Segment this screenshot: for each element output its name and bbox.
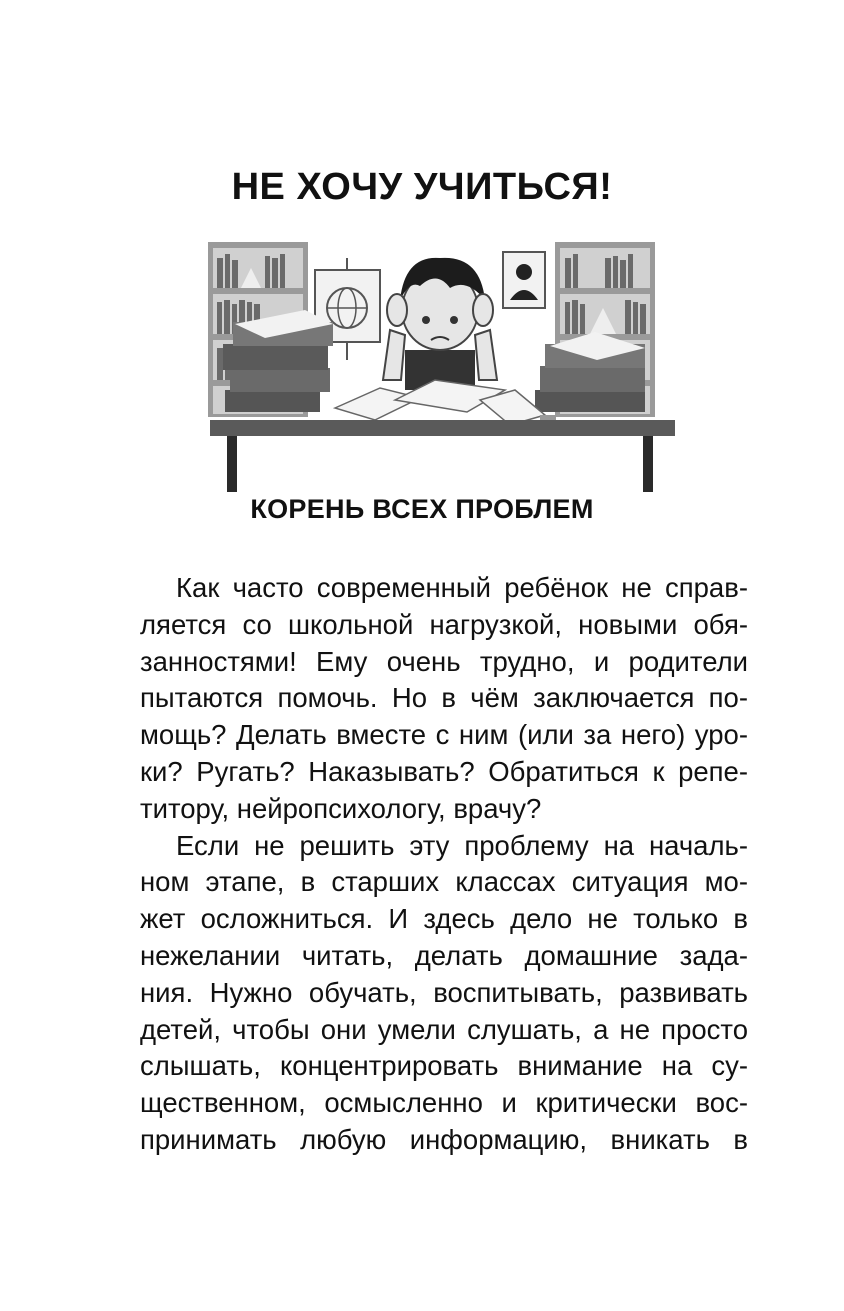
text-line: титору, нейропсихологу, врачу? [140, 792, 542, 824]
text-line: ния. Нужно обучать, воспитывать, развивать [140, 976, 748, 1008]
right-book-stack [535, 332, 645, 412]
paragraph-2 [140, 828, 748, 1159]
child-figure [383, 258, 497, 390]
page-title: НЕ ХОЧУ УЧИТЬСЯ! [231, 166, 613, 208]
text-line: детей, чтобы они умели слушать, а не просто [140, 1013, 748, 1045]
text-line: щественном, осмысленно и критически вос- [140, 1087, 748, 1119]
text-line: принимать любую информацию, вникать в [140, 1123, 748, 1155]
text-line: нежелании читать, делать домашние зада- [140, 939, 748, 971]
text-line: жет осложниться. И здесь дело не только в [140, 903, 748, 935]
text-line: занностями! Ему очень трудно, и родители [140, 645, 748, 677]
desk [210, 420, 675, 492]
wall-portrait [503, 252, 545, 308]
text-line: Как часто современный ребёнок не справ- [176, 572, 748, 603]
text-line: ном этапе, в старших классах ситуация мо- [140, 866, 748, 898]
desk-papers [335, 380, 556, 425]
text-line: Если не решить эту проблему на началь- [176, 829, 748, 861]
text-line: пытаются помочь. Но в чём заключается по- [140, 682, 748, 714]
paragraph-1 [140, 570, 748, 828]
text-line: мощь? Делать вместе с ним (или за него) уро- [140, 719, 748, 751]
section-title: КОРЕНЬ ВСЕХ ПРОБЛЕМ [250, 494, 594, 524]
text-line: ляется со школьной нагрузкой, новыми обя- [140, 608, 748, 640]
text-line: слышать, концентрировать внимание на су- [140, 1050, 748, 1082]
illustration-stressed-child [205, 240, 680, 495]
left-book-stack [223, 310, 333, 412]
text-line: ки? Ругать? Наказывать? Обратиться к репе- [140, 755, 748, 787]
body-text [140, 570, 748, 1159]
